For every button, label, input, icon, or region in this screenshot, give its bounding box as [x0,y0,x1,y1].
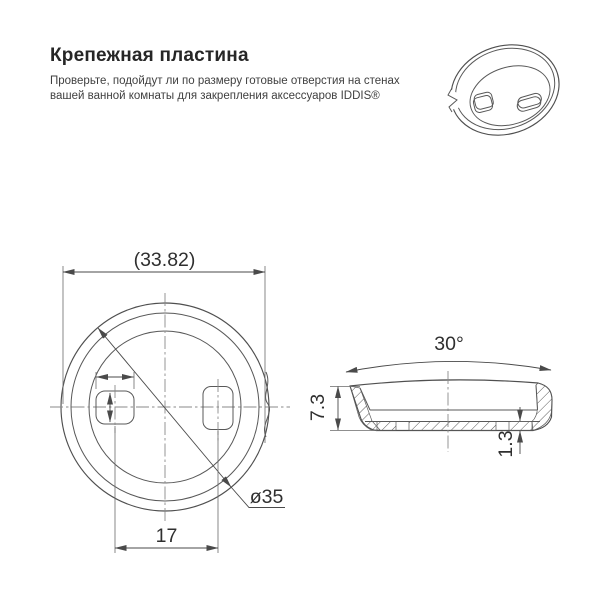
side-hatch-floor-2 [409,422,496,431]
side-hatch-wall-right [532,383,552,431]
front-view [50,249,290,553]
side-hatch-floor-1 [377,422,396,431]
subtitle-line-2: вашей ванной комнаты для закрепления аксессуаров IDDIS® [50,90,380,102]
front-diameter-line [98,328,231,487]
dim-diameter-value: ø35 [249,486,284,508]
side-view [307,333,552,458]
dim-thickness-value: 1.3 [495,430,517,458]
subtitle-line-1: Проверьте, подойдут ли по размеру готовые отверстия на стенах [50,75,400,87]
side-hatch-floor-3 [509,422,532,431]
dim-hole-spacing-value: 17 [155,525,178,547]
dim-angle-value: 30° [434,333,464,355]
side-hatch-wall-left [350,386,380,430]
perspective-view [439,31,571,149]
dim-height-value: 7.3 [307,393,329,422]
side-dim-angle [346,333,551,372]
perspective-floor [462,56,558,136]
dim-overall-width-value: (33.82) [133,249,196,271]
side-dim-thickness [495,407,531,458]
front-dim-hole-spacing [115,426,218,553]
perspective-slot-left [472,91,495,113]
perspective-inner-rim [445,36,565,142]
perspective-slot-right [515,92,543,112]
page-title: Крепежная пластина [50,45,249,66]
